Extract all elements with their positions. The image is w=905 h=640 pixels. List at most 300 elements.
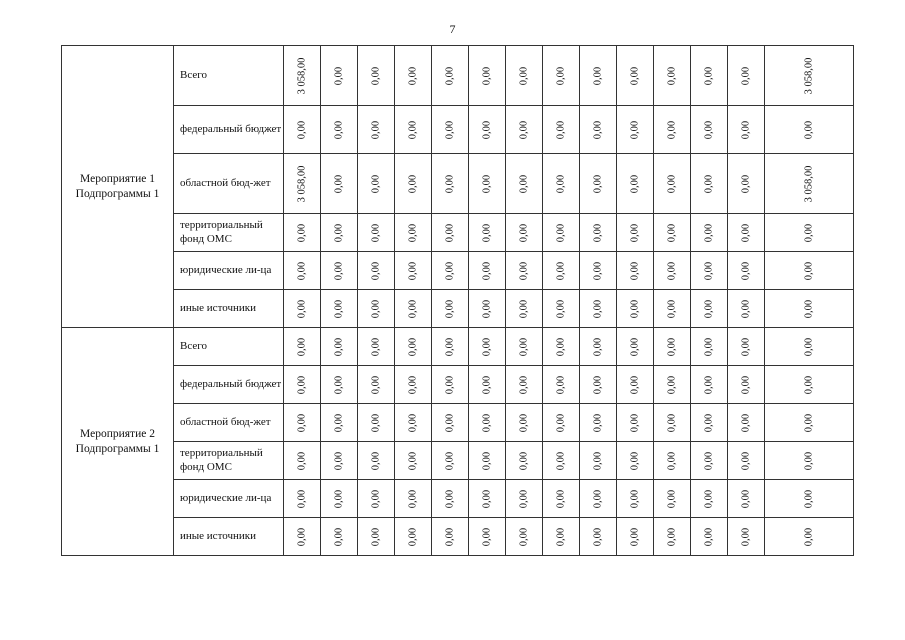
value-text: 0,00 bbox=[296, 375, 308, 394]
table-body bbox=[62, 46, 854, 556]
value-cell bbox=[506, 518, 543, 556]
value-text: 0,00 bbox=[740, 489, 752, 508]
value-text: 0,00 bbox=[444, 489, 456, 508]
value-text: 0,00 bbox=[629, 527, 641, 546]
value-cell bbox=[580, 366, 617, 404]
funding-source: юридические ли-ца bbox=[174, 480, 284, 518]
value-cell bbox=[284, 290, 321, 328]
value-cell bbox=[469, 154, 506, 214]
value-cell bbox=[543, 518, 580, 556]
table-row bbox=[62, 366, 854, 404]
funding-source: иные источники bbox=[174, 518, 284, 556]
value-text: 0,00 bbox=[629, 261, 641, 280]
value-cell bbox=[543, 252, 580, 290]
value-cell bbox=[654, 328, 691, 366]
value-text: 0,00 bbox=[444, 261, 456, 280]
value-text: 0,00 bbox=[333, 451, 345, 470]
value-cell bbox=[728, 290, 765, 328]
value-cell bbox=[691, 328, 728, 366]
value-text: 0,00 bbox=[407, 223, 419, 242]
value-cell bbox=[358, 518, 395, 556]
value-cell bbox=[432, 328, 469, 366]
value-cell bbox=[617, 252, 654, 290]
value-text: 0,00 bbox=[666, 120, 678, 139]
value-text: 0,00 bbox=[666, 223, 678, 242]
value-text: 0,00 bbox=[592, 413, 604, 432]
table-row bbox=[62, 404, 854, 442]
value-cell bbox=[432, 518, 469, 556]
value-text: 0,00 bbox=[629, 66, 641, 85]
value-text: 0,00 bbox=[803, 489, 815, 508]
value-text: 0,00 bbox=[370, 413, 382, 432]
value-cell bbox=[691, 154, 728, 214]
value-text: 0,00 bbox=[407, 337, 419, 356]
value-cell bbox=[469, 106, 506, 154]
value-cell bbox=[395, 154, 432, 214]
value-text: 0,00 bbox=[592, 489, 604, 508]
value-cell bbox=[432, 252, 469, 290]
value-cell bbox=[580, 290, 617, 328]
value-cell bbox=[654, 442, 691, 480]
value-cell bbox=[654, 290, 691, 328]
value-text: 0,00 bbox=[481, 337, 493, 356]
value-cell bbox=[284, 46, 321, 106]
value-cell bbox=[691, 480, 728, 518]
value-cell bbox=[543, 480, 580, 518]
value-cell bbox=[728, 46, 765, 106]
value-text: 0,00 bbox=[481, 451, 493, 470]
value-text: 0,00 bbox=[629, 174, 641, 193]
value-text: 0,00 bbox=[803, 375, 815, 394]
value-text: 0,00 bbox=[803, 299, 815, 318]
value-text: 0,00 bbox=[803, 337, 815, 356]
value-text: 0,00 bbox=[740, 174, 752, 193]
value-cell bbox=[765, 290, 854, 328]
value-text: 0,00 bbox=[555, 337, 567, 356]
value-text: 0,00 bbox=[296, 299, 308, 318]
value-text: 0,00 bbox=[333, 223, 345, 242]
value-cell bbox=[358, 404, 395, 442]
value-text: 0,00 bbox=[703, 299, 715, 318]
funding-source: областной бюд-жет bbox=[174, 154, 284, 214]
value-cell bbox=[358, 328, 395, 366]
value-cell bbox=[284, 154, 321, 214]
value-text: 0,00 bbox=[555, 261, 567, 280]
value-cell bbox=[321, 442, 358, 480]
value-text: 0,00 bbox=[444, 66, 456, 85]
value-cell bbox=[654, 106, 691, 154]
value-cell bbox=[765, 252, 854, 290]
value-cell bbox=[728, 214, 765, 252]
value-cell bbox=[580, 518, 617, 556]
value-cell bbox=[432, 480, 469, 518]
value-cell bbox=[617, 366, 654, 404]
value-text: 0,00 bbox=[370, 299, 382, 318]
value-text: 0,00 bbox=[740, 261, 752, 280]
value-text: 0,00 bbox=[407, 451, 419, 470]
value-cell bbox=[765, 480, 854, 518]
value-text: 0,00 bbox=[518, 261, 530, 280]
value-text: 0,00 bbox=[592, 261, 604, 280]
value-cell bbox=[765, 404, 854, 442]
value-text: 0,00 bbox=[803, 120, 815, 139]
value-text: 0,00 bbox=[666, 174, 678, 193]
value-text: 0,00 bbox=[703, 413, 715, 432]
funding-source: территориальный фонд ОМС bbox=[174, 442, 284, 480]
value-cell bbox=[432, 442, 469, 480]
value-text: 0,00 bbox=[333, 489, 345, 508]
value-text: 0,00 bbox=[370, 174, 382, 193]
value-text: 0,00 bbox=[803, 527, 815, 546]
value-cell bbox=[506, 404, 543, 442]
value-text: 0,00 bbox=[740, 337, 752, 356]
value-cell bbox=[284, 252, 321, 290]
value-cell bbox=[691, 442, 728, 480]
funding-source: Всего bbox=[174, 328, 284, 366]
value-cell bbox=[580, 106, 617, 154]
value-cell bbox=[654, 154, 691, 214]
funding-source: федеральный бюджет bbox=[174, 106, 284, 154]
value-cell bbox=[654, 480, 691, 518]
value-text: 0,00 bbox=[592, 223, 604, 242]
value-text: 0,00 bbox=[555, 451, 567, 470]
value-cell bbox=[432, 46, 469, 106]
value-cell bbox=[543, 106, 580, 154]
value-text: 0,00 bbox=[629, 375, 641, 394]
table-row bbox=[62, 328, 854, 366]
value-text: 0,00 bbox=[740, 66, 752, 85]
value-cell bbox=[432, 214, 469, 252]
value-cell bbox=[358, 252, 395, 290]
value-cell bbox=[395, 480, 432, 518]
value-text: 0,00 bbox=[296, 489, 308, 508]
value-cell bbox=[321, 252, 358, 290]
value-text: 0,00 bbox=[803, 223, 815, 242]
value-cell bbox=[617, 46, 654, 106]
value-text: 0,00 bbox=[803, 413, 815, 432]
value-cell bbox=[506, 328, 543, 366]
value-cell bbox=[617, 290, 654, 328]
value-cell bbox=[358, 214, 395, 252]
value-text: 0,00 bbox=[803, 451, 815, 470]
value-text: 0,00 bbox=[444, 223, 456, 242]
table-row bbox=[62, 106, 854, 154]
value-text: 0,00 bbox=[370, 66, 382, 85]
value-text: 0,00 bbox=[555, 489, 567, 508]
value-text: 0,00 bbox=[629, 489, 641, 508]
value-cell bbox=[580, 404, 617, 442]
value-cell bbox=[395, 290, 432, 328]
value-text: 0,00 bbox=[518, 120, 530, 139]
value-cell bbox=[321, 404, 358, 442]
value-cell bbox=[395, 404, 432, 442]
table-row bbox=[62, 46, 854, 106]
value-cell bbox=[654, 46, 691, 106]
value-text: 0,00 bbox=[407, 527, 419, 546]
value-text: 0,00 bbox=[592, 120, 604, 139]
value-text: 0,00 bbox=[592, 174, 604, 193]
value-text: 0,00 bbox=[740, 375, 752, 394]
value-text: 0,00 bbox=[518, 413, 530, 432]
value-text: 0,00 bbox=[666, 261, 678, 280]
value-cell bbox=[358, 290, 395, 328]
funding-source: областной бюд-жет bbox=[174, 404, 284, 442]
value-cell bbox=[617, 518, 654, 556]
funding-source: юридические ли-ца bbox=[174, 252, 284, 290]
value-text: 0,00 bbox=[370, 375, 382, 394]
value-text: 0,00 bbox=[629, 120, 641, 139]
value-text: 3 058,00 bbox=[296, 57, 308, 94]
value-text: 0,00 bbox=[666, 489, 678, 508]
value-cell bbox=[506, 442, 543, 480]
value-cell bbox=[395, 328, 432, 366]
value-cell bbox=[543, 366, 580, 404]
value-cell bbox=[728, 154, 765, 214]
value-text: 0,00 bbox=[518, 337, 530, 356]
value-text: 0,00 bbox=[666, 375, 678, 394]
value-text: 0,00 bbox=[370, 489, 382, 508]
value-cell bbox=[617, 214, 654, 252]
table-row bbox=[62, 290, 854, 328]
value-text: 0,00 bbox=[666, 66, 678, 85]
value-cell bbox=[765, 106, 854, 154]
value-text: 0,00 bbox=[592, 337, 604, 356]
value-cell bbox=[580, 154, 617, 214]
value-text: 0,00 bbox=[740, 527, 752, 546]
value-cell bbox=[765, 518, 854, 556]
value-text: 0,00 bbox=[407, 66, 419, 85]
value-cell bbox=[321, 154, 358, 214]
value-text: 0,00 bbox=[555, 120, 567, 139]
value-cell bbox=[543, 214, 580, 252]
value-text: 0,00 bbox=[481, 261, 493, 280]
value-text: 0,00 bbox=[481, 375, 493, 394]
value-cell bbox=[284, 480, 321, 518]
value-text: 0,00 bbox=[444, 413, 456, 432]
value-text: 0,00 bbox=[555, 66, 567, 85]
value-text: 0,00 bbox=[407, 261, 419, 280]
value-text: 0,00 bbox=[803, 261, 815, 280]
value-cell bbox=[617, 442, 654, 480]
value-cell bbox=[543, 290, 580, 328]
value-text: 0,00 bbox=[370, 337, 382, 356]
table-row bbox=[62, 480, 854, 518]
value-cell bbox=[395, 442, 432, 480]
value-cell bbox=[469, 366, 506, 404]
value-cell bbox=[321, 518, 358, 556]
funding-source: Всего bbox=[174, 46, 284, 106]
value-cell bbox=[506, 252, 543, 290]
value-text: 0,00 bbox=[703, 489, 715, 508]
value-text: 0,00 bbox=[296, 261, 308, 280]
value-text: 0,00 bbox=[296, 223, 308, 242]
value-text: 0,00 bbox=[333, 261, 345, 280]
value-text: 0,00 bbox=[481, 413, 493, 432]
table-row bbox=[62, 252, 854, 290]
value-text: 3 058,00 bbox=[296, 165, 308, 202]
value-cell bbox=[691, 214, 728, 252]
table-row bbox=[62, 154, 854, 214]
value-cell bbox=[395, 366, 432, 404]
value-cell bbox=[506, 366, 543, 404]
value-cell bbox=[469, 442, 506, 480]
value-text: 0,00 bbox=[333, 337, 345, 356]
value-text: 0,00 bbox=[703, 120, 715, 139]
value-text: 0,00 bbox=[555, 375, 567, 394]
value-cell bbox=[395, 46, 432, 106]
value-cell bbox=[432, 404, 469, 442]
value-text: 0,00 bbox=[555, 527, 567, 546]
value-text: 0,00 bbox=[444, 375, 456, 394]
value-text: 0,00 bbox=[333, 66, 345, 85]
value-cell bbox=[469, 328, 506, 366]
value-text: 0,00 bbox=[592, 299, 604, 318]
page-number: 7 bbox=[449, 22, 456, 36]
value-text: 0,00 bbox=[555, 174, 567, 193]
value-text: 0,00 bbox=[407, 413, 419, 432]
value-cell bbox=[432, 154, 469, 214]
value-cell bbox=[728, 518, 765, 556]
value-text: 0,00 bbox=[333, 413, 345, 432]
value-cell bbox=[654, 404, 691, 442]
value-cell bbox=[728, 480, 765, 518]
value-text: 0,00 bbox=[703, 337, 715, 356]
value-cell bbox=[543, 154, 580, 214]
value-cell bbox=[284, 442, 321, 480]
value-cell bbox=[765, 214, 854, 252]
value-text: 0,00 bbox=[296, 527, 308, 546]
value-cell bbox=[691, 366, 728, 404]
value-cell bbox=[506, 290, 543, 328]
value-text: 0,00 bbox=[629, 413, 641, 432]
value-text: 0,00 bbox=[666, 299, 678, 318]
table-row bbox=[62, 214, 854, 252]
value-cell bbox=[321, 328, 358, 366]
value-cell bbox=[395, 106, 432, 154]
value-cell bbox=[765, 328, 854, 366]
value-text: 0,00 bbox=[703, 174, 715, 193]
value-text: 0,00 bbox=[333, 299, 345, 318]
value-text: 3 058,00 bbox=[803, 57, 815, 94]
value-text: 0,00 bbox=[703, 451, 715, 470]
value-text: 0,00 bbox=[592, 375, 604, 394]
value-cell bbox=[654, 252, 691, 290]
value-text: 0,00 bbox=[703, 375, 715, 394]
value-text: 0,00 bbox=[518, 527, 530, 546]
value-cell bbox=[358, 106, 395, 154]
table-row bbox=[62, 442, 854, 480]
value-text: 0,00 bbox=[555, 223, 567, 242]
value-cell bbox=[469, 252, 506, 290]
value-text: 0,00 bbox=[444, 451, 456, 470]
value-text: 0,00 bbox=[444, 120, 456, 139]
value-text: 0,00 bbox=[481, 527, 493, 546]
value-text: 0,00 bbox=[333, 527, 345, 546]
value-text: 0,00 bbox=[666, 527, 678, 546]
value-cell bbox=[321, 214, 358, 252]
value-text: 0,00 bbox=[703, 261, 715, 280]
value-text: 0,00 bbox=[629, 451, 641, 470]
value-text: 0,00 bbox=[370, 120, 382, 139]
value-text: 0,00 bbox=[444, 527, 456, 546]
value-text: 0,00 bbox=[555, 413, 567, 432]
value-text: 0,00 bbox=[407, 174, 419, 193]
value-text: 0,00 bbox=[481, 223, 493, 242]
value-cell bbox=[728, 252, 765, 290]
value-cell bbox=[321, 106, 358, 154]
value-cell bbox=[765, 442, 854, 480]
value-text: 0,00 bbox=[740, 120, 752, 139]
value-cell bbox=[543, 442, 580, 480]
value-cell bbox=[691, 106, 728, 154]
value-cell bbox=[358, 154, 395, 214]
value-text: 0,00 bbox=[407, 299, 419, 318]
value-cell bbox=[284, 106, 321, 154]
value-cell bbox=[506, 154, 543, 214]
value-cell bbox=[765, 154, 854, 214]
value-cell bbox=[395, 518, 432, 556]
value-cell bbox=[321, 46, 358, 106]
value-text: 0,00 bbox=[518, 489, 530, 508]
value-text: 0,00 bbox=[481, 174, 493, 193]
value-text: 0,00 bbox=[296, 451, 308, 470]
measure-name: Мероприятие 2 Подпрограммы 1 bbox=[62, 328, 174, 556]
value-cell bbox=[469, 214, 506, 252]
value-text: 0,00 bbox=[296, 337, 308, 356]
value-text: 0,00 bbox=[370, 527, 382, 546]
value-text: 0,00 bbox=[296, 413, 308, 432]
value-text: 0,00 bbox=[629, 299, 641, 318]
value-text: 0,00 bbox=[407, 120, 419, 139]
value-cell bbox=[469, 518, 506, 556]
value-cell bbox=[580, 328, 617, 366]
value-text: 0,00 bbox=[592, 527, 604, 546]
value-cell bbox=[728, 366, 765, 404]
value-text: 0,00 bbox=[666, 451, 678, 470]
value-text: 0,00 bbox=[481, 66, 493, 85]
value-cell bbox=[580, 252, 617, 290]
value-text: 0,00 bbox=[333, 174, 345, 193]
value-text: 0,00 bbox=[666, 413, 678, 432]
value-text: 0,00 bbox=[703, 223, 715, 242]
value-text: 0,00 bbox=[629, 337, 641, 356]
value-text: 0,00 bbox=[370, 451, 382, 470]
value-cell bbox=[617, 106, 654, 154]
value-cell bbox=[432, 106, 469, 154]
value-text: 0,00 bbox=[592, 66, 604, 85]
value-cell bbox=[580, 480, 617, 518]
value-text: 0,00 bbox=[666, 337, 678, 356]
value-cell bbox=[284, 328, 321, 366]
value-cell bbox=[358, 480, 395, 518]
value-text: 0,00 bbox=[444, 174, 456, 193]
value-cell bbox=[358, 46, 395, 106]
value-text: 0,00 bbox=[518, 174, 530, 193]
value-cell bbox=[617, 154, 654, 214]
value-cell bbox=[469, 290, 506, 328]
value-cell bbox=[284, 518, 321, 556]
value-text: 0,00 bbox=[740, 299, 752, 318]
value-text: 0,00 bbox=[592, 451, 604, 470]
value-cell bbox=[691, 290, 728, 328]
value-cell bbox=[654, 366, 691, 404]
value-cell bbox=[580, 46, 617, 106]
value-cell bbox=[691, 252, 728, 290]
value-cell bbox=[691, 518, 728, 556]
value-text: 0,00 bbox=[481, 299, 493, 318]
value-text: 0,00 bbox=[407, 375, 419, 394]
value-cell bbox=[580, 442, 617, 480]
